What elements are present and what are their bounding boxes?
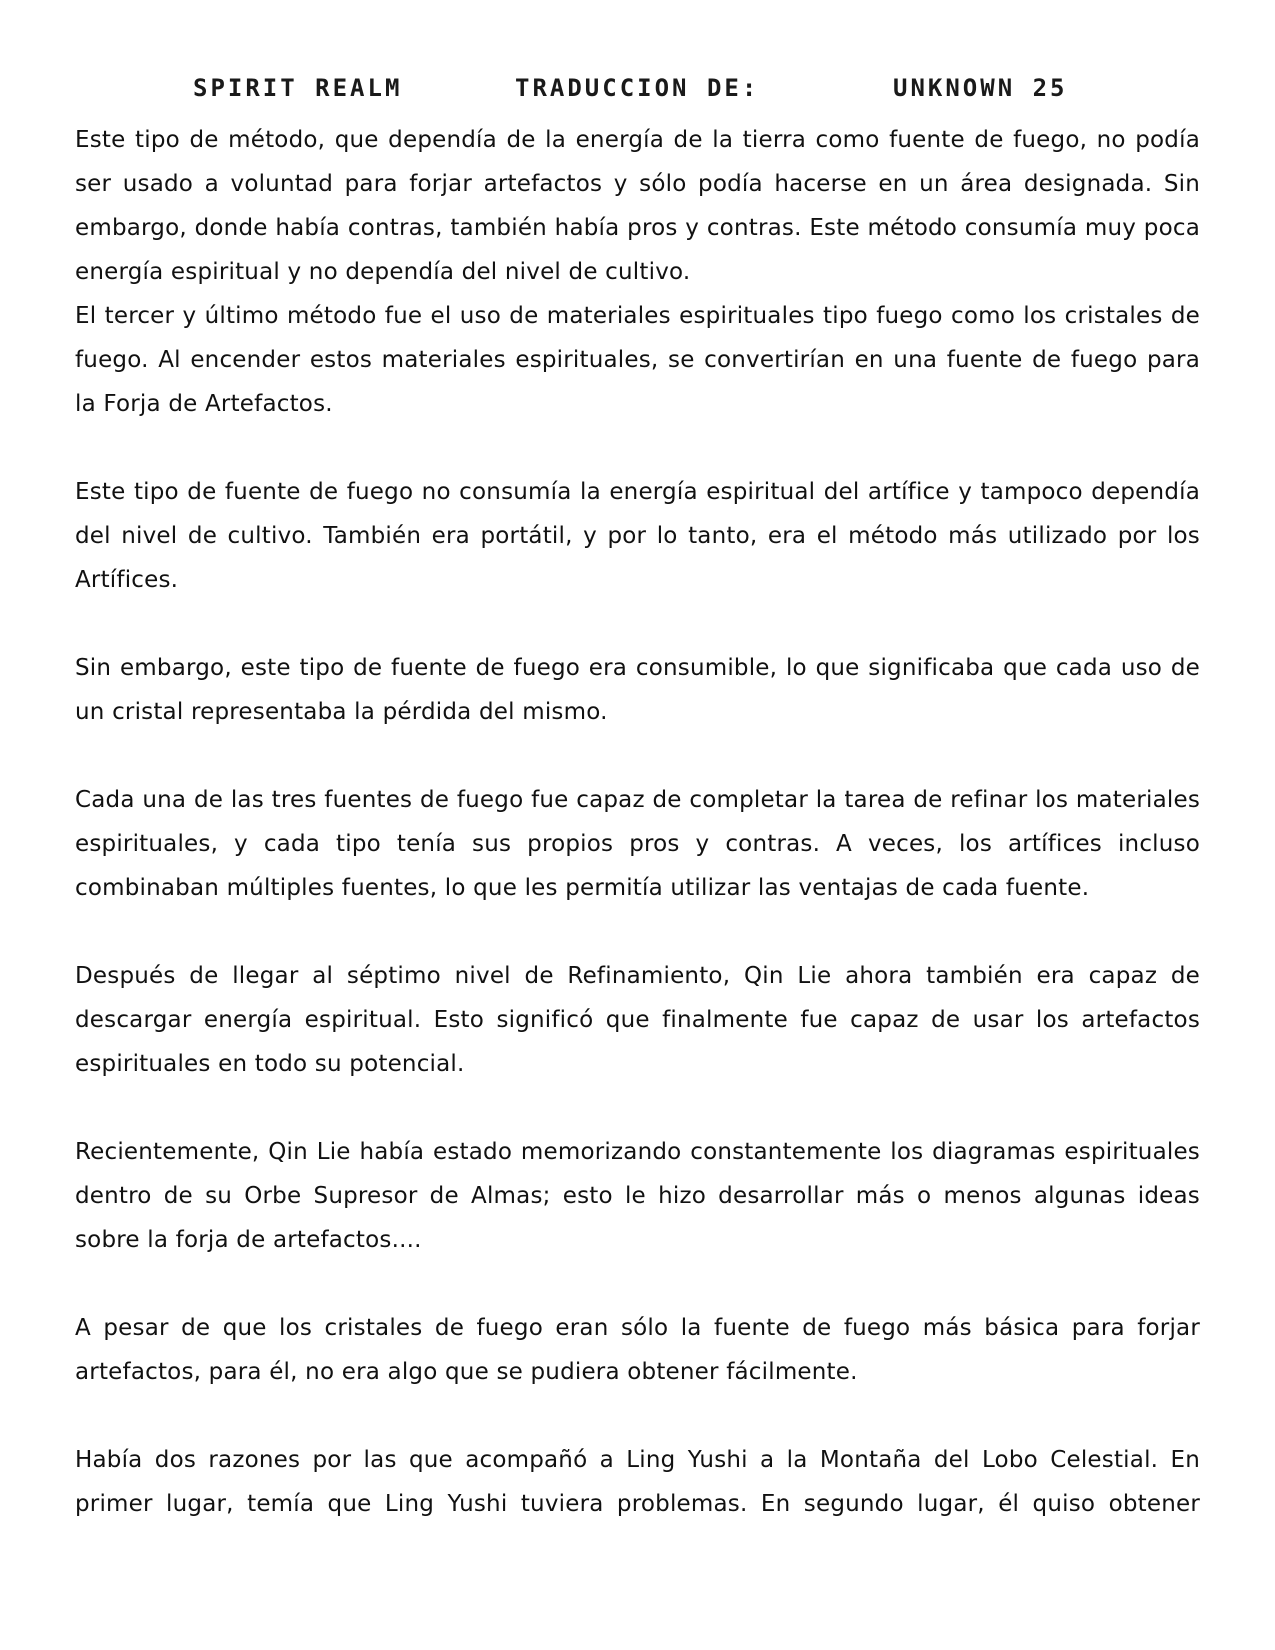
paragraph: Había dos razones por las que acompañó a Ling Yushi a la Montaña del Lobo Celestial. En primer lugar, temía que Ling Yushi tuviera problemas. En segundo lugar, él quiso obtener: [75, 1447, 1200, 1517]
header-translation-label: TRADUCCION DE:: [515, 74, 760, 102]
paragraph: Después de llegar al séptimo nivel de Refinamiento, Qin Lie ahora también era capaz de descargar energía espiritual. Esto significó que finalmente fue capaz de usar los artefactos espirituales en todo su potencial.: [75, 963, 1200, 1077]
paragraph: Recientemente, Qin Lie había estado memorizando constantemente los diagramas espirituales dentro de su Orbe Supresor de Almas; esto le hizo desarrollar más o menos algunas ideas sobre la forja de artefactos....: [75, 1139, 1200, 1253]
paragraph: A pesar de que los cristales de fuego eran sólo la fuente de fuego más básica para forjar artefactos, para él, no era algo que se pudiera obtener fácilmente.: [75, 1315, 1200, 1385]
header-title: SPIRIT REALM: [193, 74, 403, 102]
header-translator: UNKNOWN 25: [893, 74, 1068, 102]
page-header: [0, 74, 1275, 110]
paragraph: Este tipo de fuente de fuego no consumía la energía espiritual del artífice y tampoco dependía del nivel de cultivo. También era portátil, y por lo tanto, era el método más utilizado por los Artífices.: [75, 479, 1200, 593]
paragraph: Este tipo de método, que dependía de la energía de la tierra como fuente de fuego, no podía ser usado a voluntad para forjar artefactos y sólo podía hacerse en un área designada. Sin embargo, donde había contras, también había pros y contras. Este método consumía muy poca energía espiritual y no dependía del nivel de cultivo.: [75, 127, 1200, 285]
document-body: [75, 118, 1200, 1526]
paragraph: Sin embargo, este tipo de fuente de fuego era consumible, lo que significaba que cada uso de un cristal representaba la pérdida del mismo.: [75, 655, 1200, 725]
paragraph: El tercer y último método fue el uso de materiales espirituales tipo fuego como los cristales de fuego. Al encender estos materiales espirituales, se convertirían en una fuente de fuego para la Forja de Artefactos.: [75, 303, 1200, 417]
paragraph: Cada una de las tres fuentes de fuego fue capaz de completar la tarea de refinar los materiales espirituales, y cada tipo tenía sus propios pros y contras. A veces, los artífices incluso combinaban múltiples fuentes, lo que les permitía utilizar las ventajas de cada fuente.: [75, 787, 1200, 901]
